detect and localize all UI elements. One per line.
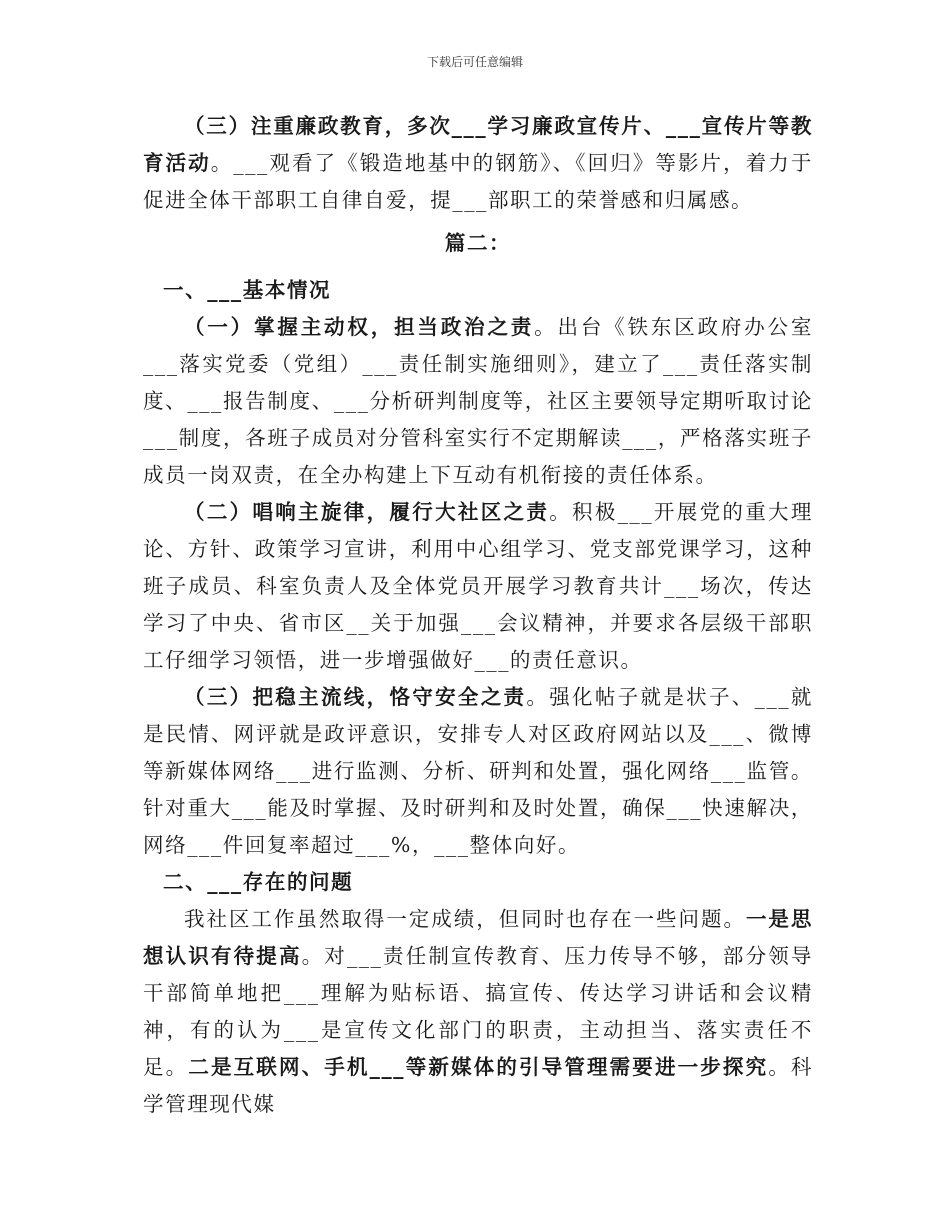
heading-problems: [143, 864, 813, 901]
paragraph-text: 。对___责任制宣传教育、压力传导不够，部分领导干部简单地把___理解为贴标语、搞宣传、传达学习讲话和会议精神，有的认为___是宣传文化部门的职责，主动担当、落实责任不足。: [143, 944, 814, 1079]
paragraph-text: 。积极___开展党的重大理论、方针、政策学习宣讲，利用中心组学习、党支部党课学习，这种班子成员、科室负责人及全体党员开展学习教育共计___场次，传达学习了中央、省市区__关于加强___会议精神，并要求各层级干部职工仔细学习领悟，进一步增强做好___的责任意识。: [143, 500, 813, 672]
section-title: 篇二：: [444, 231, 512, 255]
paragraph-emphasis: 一是思想认识有待提高: [143, 907, 813, 968]
paragraph-text: 。强化帖子就是状子、___就是民情、网评就是政评意识，安排专人对区政府网站以及___、微博等新媒体网络___进行监测、分析、研判和处置，强化网络___监管。针对重大___能及时掌握、及时研判和及时处置，确保___快速解决，网络___件回复率超过___%，___整体向好。: [143, 685, 813, 857]
paragraph-text: 我社区工作虽然取得一定成绩，但同时也存在一些问题。: [184, 907, 746, 931]
paragraph-problems: [143, 901, 813, 1123]
paragraph-heading: （三）把稳主流线，恪守安全之责: [184, 685, 527, 709]
paragraph-education: [143, 108, 813, 219]
paragraph-heading: （一）掌握主动权，担当政治之责: [184, 315, 535, 339]
heading-basic-situation: [143, 272, 813, 309]
heading-text: 一、___基本情况: [163, 278, 332, 302]
page-header: 下载后可任意编辑: [426, 55, 523, 69]
paragraph-heading: （三）注重廉政教育，多次___学习廉政宣传片、___宣传片等教育活动: [143, 114, 813, 175]
paragraph-emphasis: 二是互联网、手机___等新媒体的引导管理需要进一步探究: [188, 1055, 769, 1079]
paragraph-main-theme: [143, 494, 813, 679]
heading-text: 二、___存在的问题: [163, 870, 354, 894]
paragraph-heading: （二）唱响主旋律，履行大社区之责: [184, 500, 550, 524]
paragraph-text: 。___观看了《锻造地基中的钢筋》、《回归》等影片，着力于促进全体干部职工自律自爱，提___部职工的荣誉感和归属感。: [143, 151, 813, 212]
paragraph-security: [143, 679, 813, 864]
paragraph-text: 。出台《铁东区政府办公室___落实党委（党组）___责任制实施细则》，建立了___责任落实制度、___报告制度、___分析研判制度等，社区主要领导定期听取讨论___制度，各班子成员对分管科室实行不定期解读___，严格落实班子成员一岗双责，在全办构建上下互动有机衔接的责任体系。: [143, 315, 814, 487]
paragraph-initiative: [143, 309, 813, 494]
document-body: [143, 108, 813, 1123]
paragraph-text: 。科学管理现代媒: [143, 1055, 814, 1116]
